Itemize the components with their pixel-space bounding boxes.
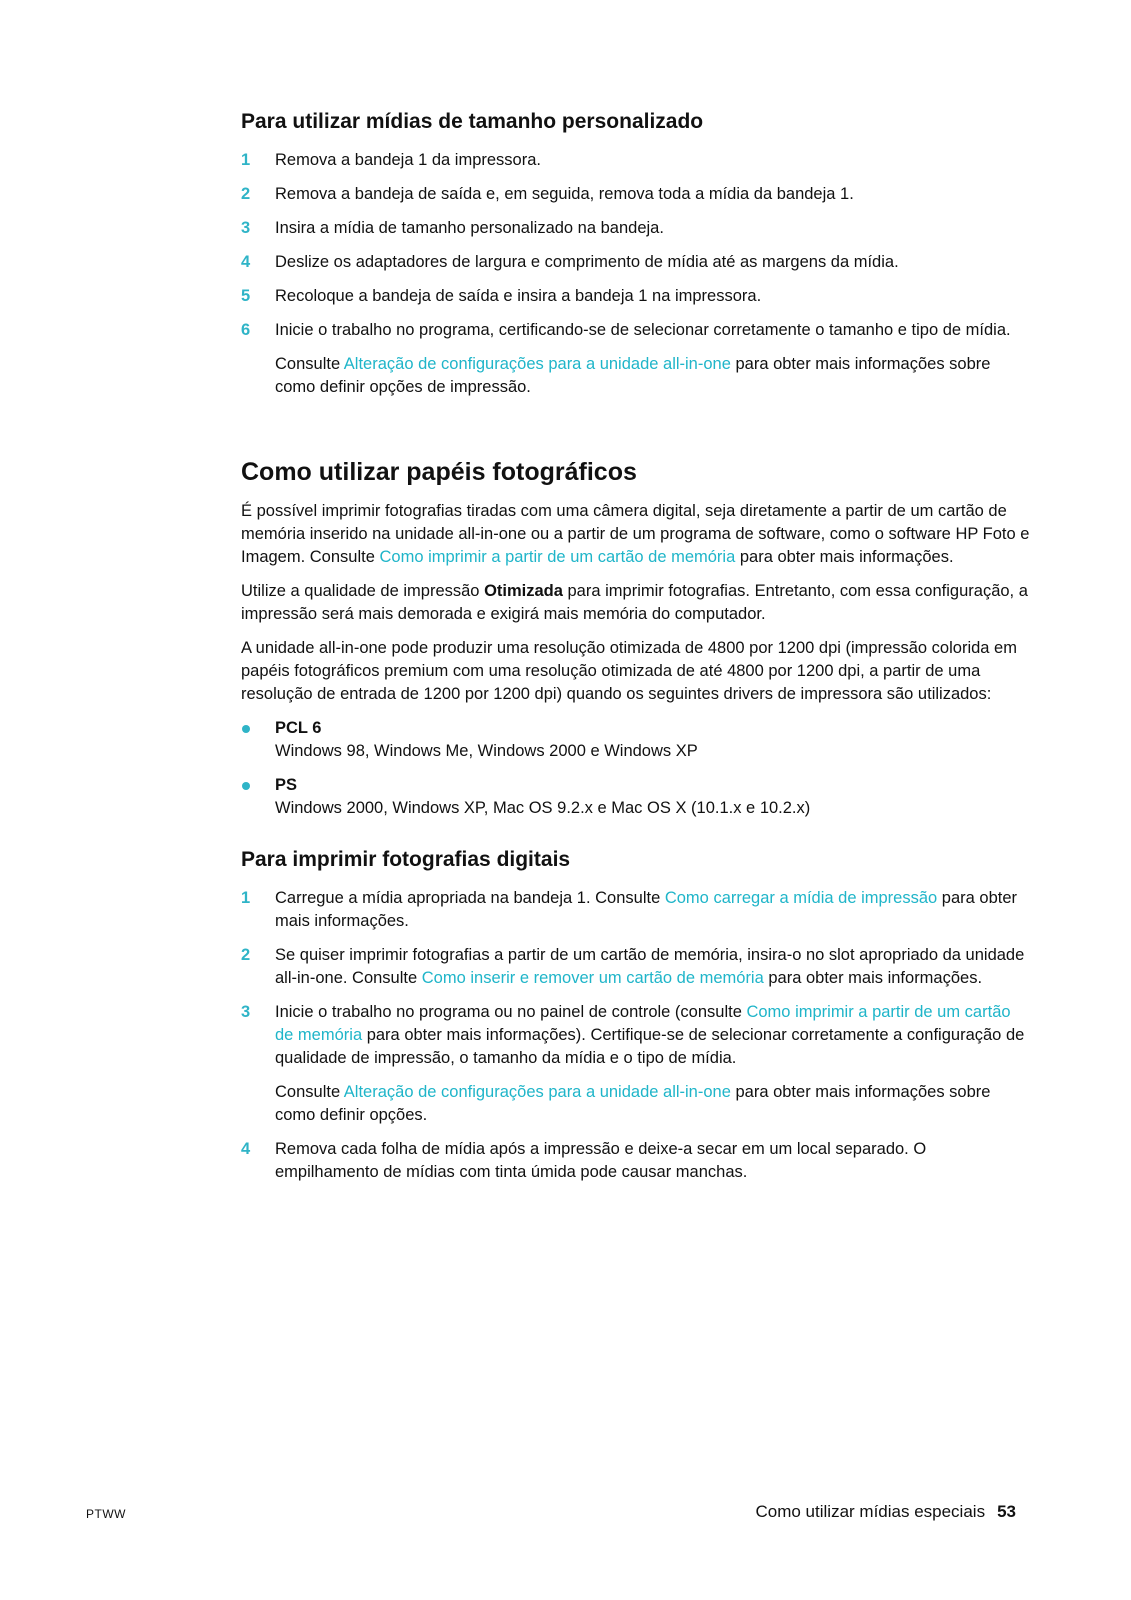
section-title-custom-size: Para utilizar mídias de tamanho personalizado [241, 110, 704, 133]
paragraph-text: para obter mais informações. [735, 548, 954, 566]
driver-name: PCL 6 [275, 719, 322, 737]
step-text: Remova a bandeja de saída e, em seguida, remova toda a mídia da bandeja 1. [275, 185, 854, 203]
step-number: 3 [241, 1003, 251, 1021]
bullet-icon [242, 725, 250, 733]
driver-os: Windows 2000, Windows XP, Mac OS 9.2.x e Mac OS X (10.1.x e 10.2.x) [275, 799, 811, 817]
list-item [241, 285, 1031, 308]
page-content [241, 108, 1031, 1195]
paragraph-text: É possível imprimir fotografias tiradas com uma câmera digital, seja diretamente a partir de um cartão de memória inserido na unidade all-in-one ou a partir de um programa de software, como o software HP Foto e Imagem. Consulte [241, 502, 1030, 566]
list-item [241, 717, 1031, 763]
paragraph-text: para imprimir fotografias. Entretanto, com essa configuração, a impressão será mais demorada e exigirá mais memória do computador. [241, 582, 1028, 623]
section-title-photo-paper: Como utilizar papéis fotográficos [241, 458, 637, 486]
step-number: 3 [241, 219, 251, 237]
step-number: 6 [241, 321, 251, 339]
section-title-digital-photos: Para imprimir fotografias digitais [241, 848, 571, 871]
page-number: 53 [997, 1502, 1016, 1521]
settings-link[interactable]: Alteração de configurações para a unidade all-in-one [343, 1083, 731, 1101]
bullet-icon [242, 782, 250, 790]
list-item [241, 183, 1031, 206]
custom-size-steps [241, 149, 1031, 399]
digital-photo-steps [241, 887, 1031, 1184]
list-item [241, 774, 1031, 820]
note-text: para obter mais informações sobre como definir opções de impressão. [275, 355, 991, 396]
footer-page-info [755, 1502, 1016, 1522]
list-item [241, 944, 1031, 990]
driver-list [241, 717, 1031, 820]
bold-term: Otimizada [484, 582, 563, 600]
step-text: Recoloque a bandeja de saída e insira a bandeja 1 na impressora. [275, 287, 762, 305]
step-text: Inicie o trabalho no programa ou no painel de controle (consulte [275, 1003, 747, 1021]
print-from-card-link[interactable]: Como imprimir a partir de um cartão de memória [275, 1003, 1011, 1044]
step-number: 4 [241, 253, 251, 271]
driver-name: PS [275, 776, 298, 794]
paragraph [241, 500, 1031, 569]
note-text: Consulte [275, 1083, 344, 1101]
list-item [241, 1001, 1031, 1127]
step-number: 2 [241, 185, 251, 203]
step-number: 1 [241, 151, 251, 169]
step-number: 4 [241, 1140, 251, 1158]
driver-os: Windows 98, Windows Me, Windows 2000 e Windows XP [275, 742, 698, 760]
memory-card-link[interactable]: Como imprimir a partir de um cartão de memória [379, 548, 736, 566]
list-item [241, 319, 1031, 399]
list-item [241, 887, 1031, 933]
step-text: Carregue a mídia apropriada na bandeja 1. Consulte [275, 889, 665, 907]
step-number: 5 [241, 287, 251, 305]
list-item [241, 217, 1031, 240]
footer-locale: PTWW [86, 1507, 126, 1521]
step-text: Deslize os adaptadores de largura e comprimento de mídia até as margens da mídia. [275, 253, 899, 271]
step-text: para obter mais informações. [275, 889, 1018, 930]
insert-card-link[interactable]: Como inserir e remover um cartão de memória [421, 969, 764, 987]
note-text: Consulte [275, 355, 344, 373]
settings-link[interactable]: Alteração de configurações para a unidade all-in-one [343, 355, 731, 373]
list-item [241, 149, 1031, 172]
note-text: para obter mais informações sobre como definir opções. [275, 1083, 991, 1124]
step-text: para obter mais informações). Certifique-se de selecionar corretamente a configuração de qualidade de impressão, o tamanho da mídia e o tipo de mídia. [275, 1026, 1025, 1067]
step-number: 1 [241, 889, 251, 907]
step-note [275, 1081, 1031, 1127]
step-text: Remova cada folha de mídia após a impressão e deixe-a secar em um local separado. O empilhamento de mídias com tinta úmida pode causar manchas. [275, 1140, 927, 1181]
paragraph [241, 580, 1031, 626]
step-note [275, 353, 1031, 399]
step-text: para obter mais informações. [763, 969, 983, 987]
step-text: Insira a mídia de tamanho personalizado na bandeja. [275, 219, 664, 237]
footer-chapter: Como utilizar mídias especiais [755, 1502, 986, 1521]
step-text: Remova a bandeja 1 da impressora. [275, 151, 541, 169]
step-text: Se quiser imprimir fotografias a partir de um cartão de memória, insira-o no slot apropriado da unidade all-in-one. Consulte [275, 946, 1025, 987]
list-item [241, 251, 1031, 274]
step-number: 2 [241, 946, 251, 964]
step-text: Inicie o trabalho no programa, certificando-se de selecionar corretamente o tamanho e tipo de mídia. [275, 321, 1011, 339]
list-item [241, 1138, 1031, 1184]
load-media-link[interactable]: Como carregar a mídia de impressão [664, 889, 938, 907]
paragraph-text: Utilize a qualidade de impressão [241, 582, 485, 600]
paragraph: A unidade all-in-one pode produzir uma resolução otimizada de 4800 por 1200 dpi (impressão colorida em papéis fotográficos premium com uma resolução otimizada de até 4800 por 1200 dpi, a partir de uma resolução de entrada de 1200 por 1200 dpi) quando os seguintes drivers de impressora são utilizados: [241, 639, 1017, 703]
